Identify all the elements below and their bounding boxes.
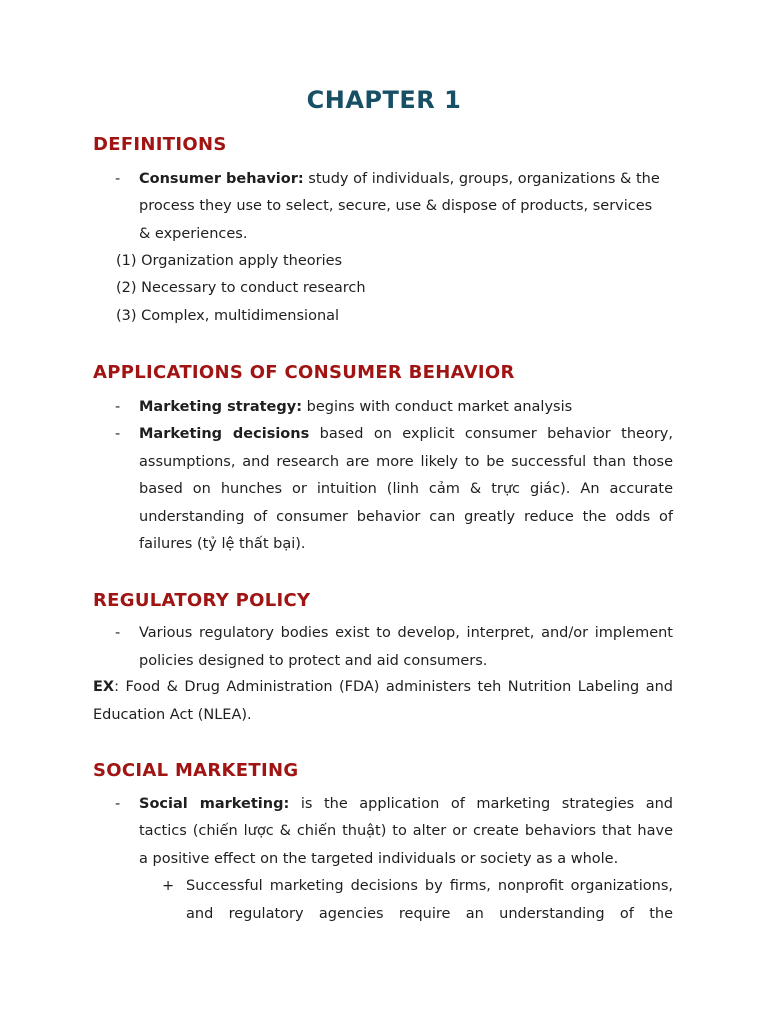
marketing-decisions-text: based on explicit consumer behavior theory, (319, 426, 673, 442)
definition-consumer-behavior-line2: process they use to select, secure, use & dispose of products, services (139, 198, 653, 214)
term-marketing-strategy: Marketing strategy: (139, 399, 302, 415)
marketing-decisions-line3: based on hunches or intuition (linh cảm & trực giác). An accurate (139, 481, 673, 497)
bullet-marker: - (115, 625, 121, 641)
regulatory-line1: Various regulatory bodies exist to develop, interpret, and/or implement (139, 625, 673, 641)
numbered-item-3: (3) Complex, multidimensional (116, 308, 340, 324)
bullet-marker: - (115, 171, 121, 187)
marketing-decisions-line1 (139, 424, 673, 444)
social-marketing-line3: a positive effect on the targeted individuals or society as a whole. (139, 851, 619, 867)
section-heading-social: SOCIAL MARKETING (93, 760, 299, 781)
section-heading-regulatory: REGULATORY POLICY (93, 590, 311, 611)
term-consumer-behavior: Consumer behavior: (139, 171, 304, 187)
marketing-strategy-line (139, 397, 572, 417)
social-marketing-text: is the application of marketing strategies and (300, 796, 674, 812)
term-marketing-decisions: Marketing decisions (139, 426, 310, 442)
marketing-decisions-line4: understanding of consumer behavior can greatly reduce the odds of (139, 509, 673, 525)
example-line2: Education Act (NLEA). (93, 707, 252, 723)
definition-consumer-behavior-line3: & experiences. (139, 226, 248, 242)
bullet-marker: - (115, 426, 121, 442)
section-heading-definitions: DEFINITIONS (93, 134, 227, 155)
example-label: EX (93, 679, 115, 695)
sub-bullet-line2: and regulatory agencies require an understanding of the (186, 906, 673, 922)
numbered-item-1: (1) Organization apply theories (116, 253, 343, 269)
social-marketing-line1 (139, 794, 673, 814)
example-text: : Food & Drug Administration (FDA) administers teh Nutrition Labeling and (114, 679, 673, 695)
social-marketing-line2: tactics (chiến lược & chiến thuật) to alter or create behaviors that have (139, 823, 673, 839)
regulatory-line2: policies designed to protect and aid consumers. (139, 653, 488, 669)
definition-text: study of individuals, groups, organizations & the (308, 171, 660, 187)
marketing-decisions-line5: failures (tỷ lệ thất bại). (139, 536, 306, 552)
bullet-marker: - (115, 399, 121, 415)
sub-bullet-marker: + (162, 878, 175, 894)
sub-bullet-line1: Successful marketing decisions by firms, nonprofit organizations, (186, 878, 673, 894)
definition-consumer-behavior-line1 (139, 169, 673, 189)
marketing-strategy-text: begins with conduct market analysis (306, 399, 573, 415)
chapter-title: CHAPTER 1 (306, 86, 462, 114)
bullet-marker: - (115, 796, 121, 812)
marketing-decisions-line2: assumptions, and research are more likely to be successful than those (139, 454, 673, 470)
example-line1 (93, 677, 673, 697)
term-social-marketing: Social marketing: (139, 796, 290, 812)
section-heading-applications: APPLICATIONS OF CONSUMER BEHAVIOR (93, 362, 515, 383)
numbered-item-2: (2) Necessary to conduct research (116, 280, 366, 296)
